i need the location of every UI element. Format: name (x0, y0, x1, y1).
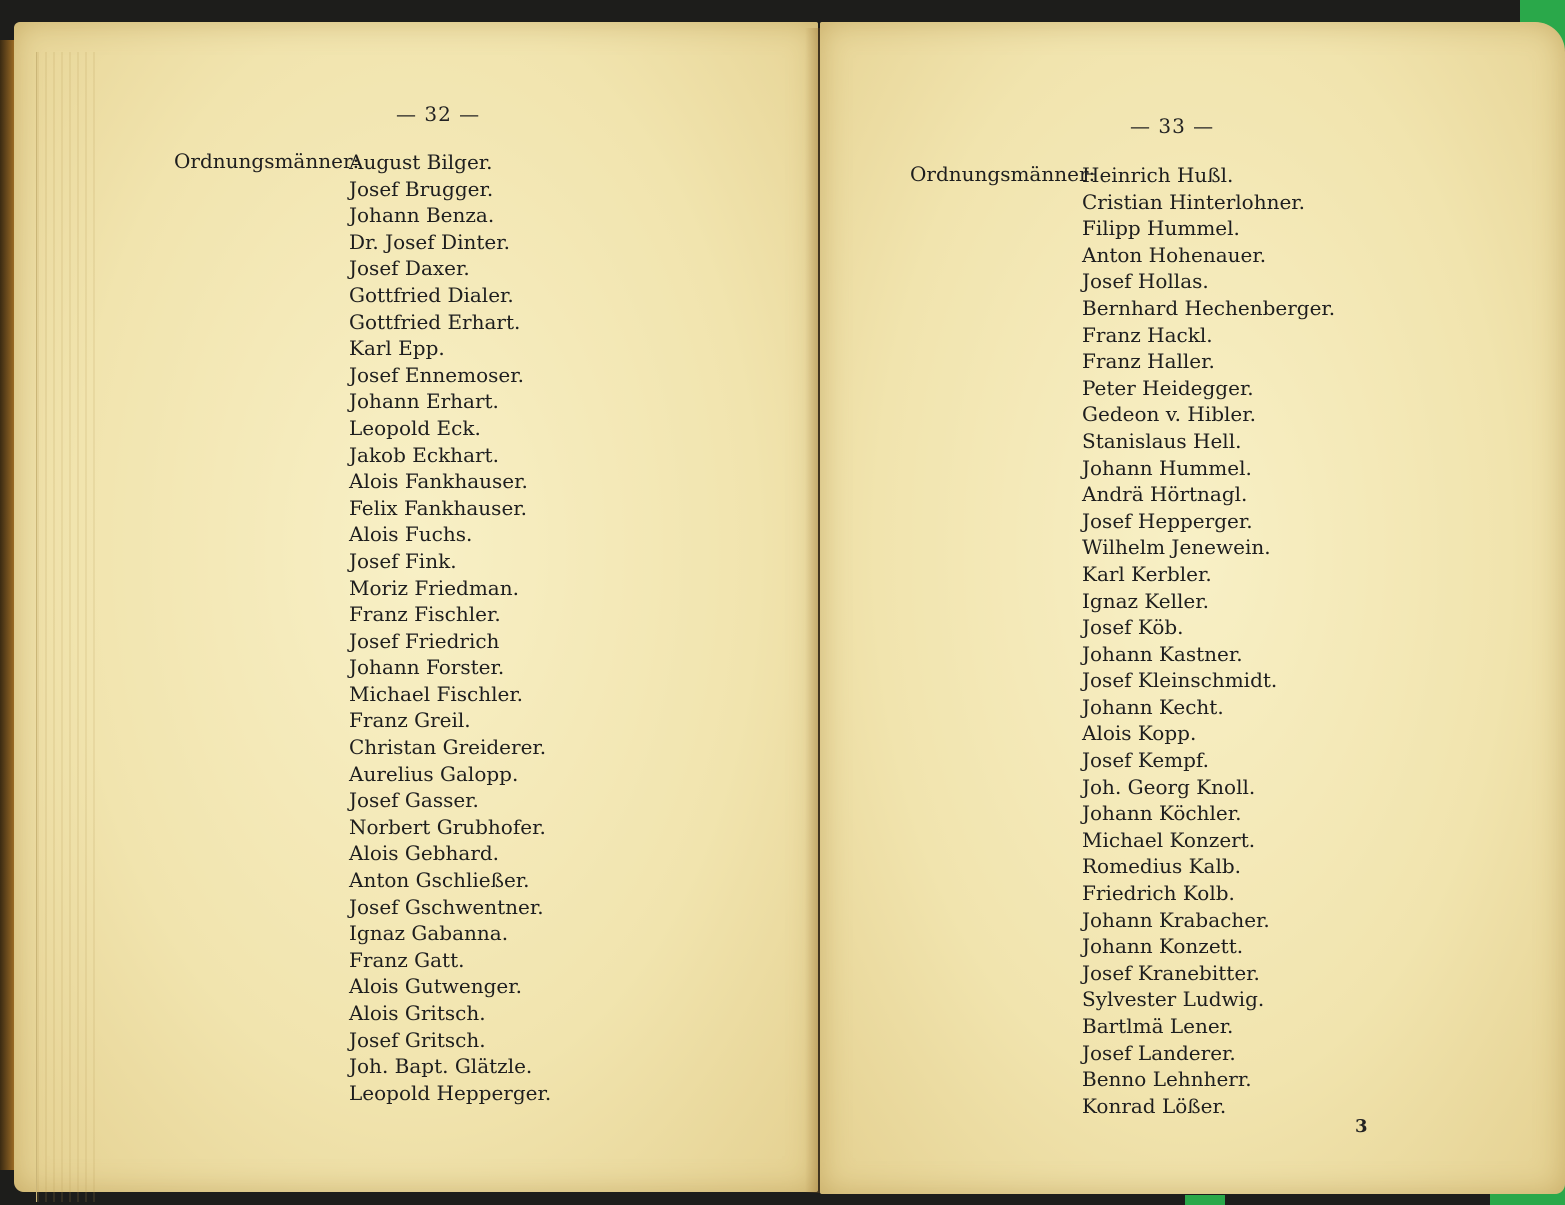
list-item: Konrad Lößer. (1082, 1093, 1227, 1118)
list-item: Stanislaus Hell. (1082, 428, 1242, 453)
list-item: Johann Krabacher. (1082, 907, 1270, 932)
list-item: Friedrich Kolb. (1082, 881, 1235, 906)
list-item: Johann Kecht. (1082, 694, 1224, 719)
list-item: Josef Fink. (349, 548, 457, 573)
list-item: Benno Lehnherr. (1082, 1067, 1252, 1092)
list-item: Bernhard Hechenberger. (1082, 295, 1336, 320)
list-item: Felix Fankhauser. (349, 495, 527, 520)
list-item: Ignaz Keller. (1082, 588, 1209, 613)
name-list (349, 149, 551, 1106)
list-item: Ignaz Gabanna. (349, 921, 509, 946)
list-item: August Bilger. (349, 150, 493, 174)
list-item: Bartlmä Lener. (1082, 1014, 1234, 1038)
list-item: Alois Gebhard. (349, 841, 500, 866)
list-item: Johann Kastner. (1082, 641, 1243, 666)
list-item: Leopold Eck. (349, 415, 481, 440)
list-item: Josef Hepperger. (1082, 508, 1253, 533)
list-item: Franz Haller. (1082, 349, 1215, 374)
left-page (14, 22, 818, 1192)
list-item: Karl Kerbler. (1082, 561, 1212, 586)
list-item: Alois Fuchs. (349, 522, 473, 547)
list-item: Anton Hohenauer. (1082, 242, 1267, 267)
list-item: Johann Konzett. (1082, 934, 1244, 959)
list-item: Josef Kranebitter. (1082, 960, 1260, 985)
list-item: Dr. Josef Dinter. (349, 229, 510, 254)
list-item: Anton Gschließer. (349, 868, 530, 893)
list-item: Christan Greiderer. (349, 735, 547, 760)
list-item: Alois Fankhauser. (349, 469, 528, 494)
list-item: Josef Köb. (1082, 615, 1184, 640)
list-item: Joh. Bapt. Glätzle. (349, 1054, 533, 1079)
list-item: Heinrich Hußl. (1082, 163, 1234, 187)
list-item: Cristian Hinterlohner. (1082, 189, 1306, 214)
list-item: Franz Gatt. (349, 947, 465, 972)
section-label: Ordnungsmänner: (174, 149, 360, 173)
list-item: Wilhelm Jenewein. (1082, 535, 1271, 560)
list-item: Johann Hummel. (1082, 455, 1252, 480)
list-item: Alois Kopp. (1082, 721, 1197, 746)
list-item: Joh. Georg Knoll. (1082, 774, 1256, 799)
list-item: Alois Gritsch. (349, 1001, 486, 1025)
right-page (820, 22, 1565, 1194)
list-item: Jakob Eckhart. (349, 442, 499, 467)
book-cover-edge (0, 40, 14, 1170)
list-item: Josef Brugger. (349, 176, 494, 201)
list-item: Josef Gritsch. (349, 1027, 486, 1052)
list-item: Romedius Kalb. (1082, 854, 1242, 879)
list-item: Alois Gutwenger. (349, 974, 522, 999)
list-item: Gottfried Erhart. (349, 309, 521, 334)
list-item: Josef Gasser. (349, 788, 479, 813)
list-item: Johann Köchler. (1082, 801, 1242, 826)
page-number: — 32 — (396, 102, 481, 126)
list-item: Filipp Hummel. (1082, 216, 1240, 241)
list-item: Johann Benza. (349, 203, 495, 228)
green-background-corner (1185, 1195, 1225, 1205)
list-item: Josef Kempf. (1082, 748, 1209, 773)
section-label: Ordnungsmänner: (910, 162, 1096, 186)
list-item: Josef Gschwentner. (349, 894, 544, 919)
list-item: Josef Kleinschmidt. (1082, 668, 1278, 693)
list-item: Peter Heidegger. (1082, 375, 1254, 400)
list-item: Josef Hollas. (1082, 269, 1209, 294)
list-item: Sylvester Ludwig. (1082, 987, 1265, 1012)
list-item: Franz Greil. (349, 708, 471, 733)
list-item: Norbert Grubhofer. (349, 814, 546, 839)
list-item: Michael Konzert. (1082, 827, 1256, 852)
list-item: Josef Daxer. (349, 256, 470, 281)
list-item: Moriz Friedman. (349, 575, 519, 600)
signature-mark: 3 (1355, 1116, 1368, 1137)
name-list (1082, 162, 1335, 1119)
page-edges (36, 52, 97, 1202)
list-item: Josef Ennemoser. (349, 362, 524, 387)
list-item: Johann Erhart. (349, 389, 499, 414)
list-item: Franz Hackl. (1082, 322, 1213, 347)
list-item: Josef Landerer. (1082, 1040, 1236, 1065)
list-item: Michael Fischler. (349, 681, 524, 706)
list-item: Josef Friedrich (349, 628, 500, 653)
list-item: Karl Epp. (349, 336, 445, 361)
list-item: Gedeon v. Hibler. (1082, 402, 1256, 427)
list-item: Franz Fischler. (349, 602, 501, 627)
list-item: Johann Forster. (349, 655, 505, 680)
page-number: — 33 — (1130, 114, 1215, 138)
list-item: Andrä Hörtnagl. (1082, 482, 1248, 507)
list-item: Leopold Hepperger. (349, 1080, 552, 1105)
list-item: Aurelius Galopp. (349, 761, 519, 786)
list-item: Gottfried Dialer. (349, 282, 514, 307)
